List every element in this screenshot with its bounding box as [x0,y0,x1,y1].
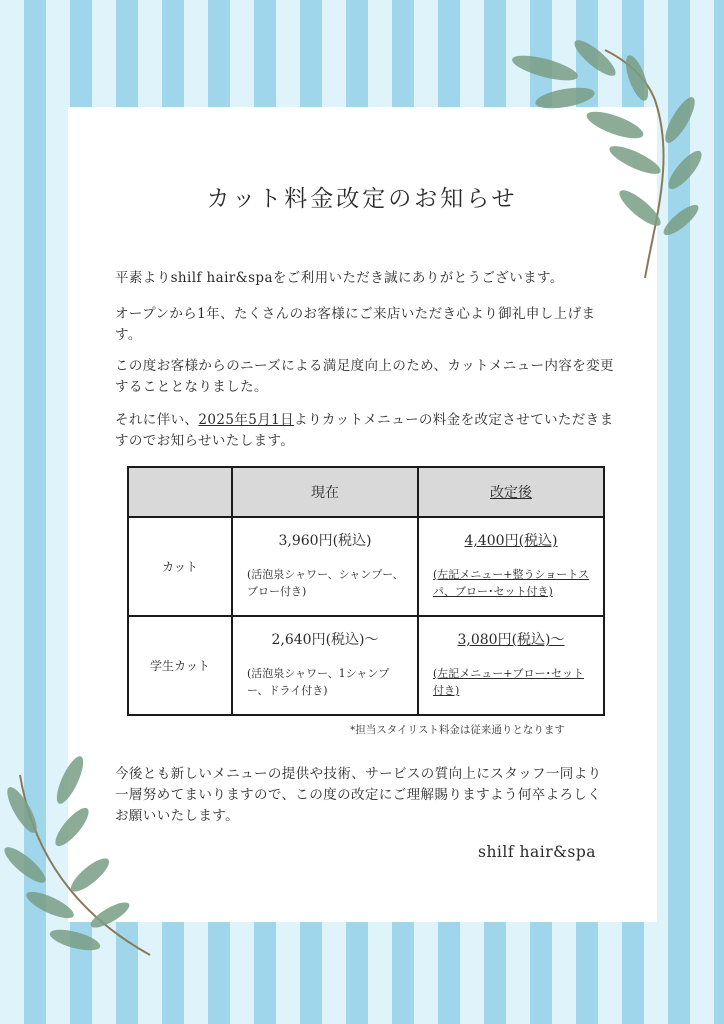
header-current: 現在 [232,467,418,517]
row-label-cut: カット [128,517,232,616]
student-current-detail: (活泡泉シャワー、1シャンプー、ドライ付き) [247,667,390,697]
price-table [127,466,605,716]
student-revised-price: 3,080円(税込)～ [457,632,565,648]
student-revised-cell [418,616,604,715]
stylist-fee-note: *担当スタイリスト料金は従来通りとなります [350,724,565,736]
closing-paragraph: 今後とも新しいメニューの提供や技術、サービスの質向上にスタッフ一同より一層努めてまいりますので、この度の改定にご理解賜りますよう何卒よろしくお願いいたします。 [115,766,602,824]
row-label-student-cut: 学生カット [128,616,232,715]
table-header-row [128,467,604,517]
page-title: カット料金改定のお知らせ [206,186,518,212]
leaf-branch-icon [505,40,705,285]
student-current-price: 2,640円(税込)～ [271,632,379,648]
cut-current-cell [232,517,418,616]
student-revised-detail: (左記メニュー+ブロー･セット付き) [433,667,585,697]
salon-signature: shilf hair&spa [478,843,597,861]
table-row [128,517,604,616]
student-current-cell [232,616,418,715]
cut-current-detail: (活泡泉シャワー、シャンプー、ブロー付き) [247,568,404,598]
header-blank [128,467,232,517]
thanks-paragraph: オープンから1年、たくさんのお客様にご来店いただき心より御礼申し上げます。 [115,306,596,343]
cut-revised-cell [418,517,604,616]
cut-revised-detail: (左記メニュー+整うショートスパ、ブロー･セット付き) [433,568,590,598]
table-row [128,616,604,715]
change-paragraph: この度お客様からのニーズによる満足度向上のため、カットメニュー内容を変更することとなりました。 [115,358,614,395]
notice-paragraph [115,410,615,452]
cut-revised-price: 4,400円(税込) [464,533,558,549]
greeting-paragraph: 平素よりshilf hair&spaをご利用いただき誠にありがとうございます。 [115,270,564,286]
notice-after-text: よりカットメニューの料金を改定させていただきますのでお知らせいたします。 [115,412,614,449]
header-revised: 改定後 [418,467,604,517]
cut-current-price: 3,960円(税込) [278,533,372,549]
effective-date: 2025年5月1日 [198,412,295,428]
notice-before-text: それに伴い、 [115,412,199,428]
